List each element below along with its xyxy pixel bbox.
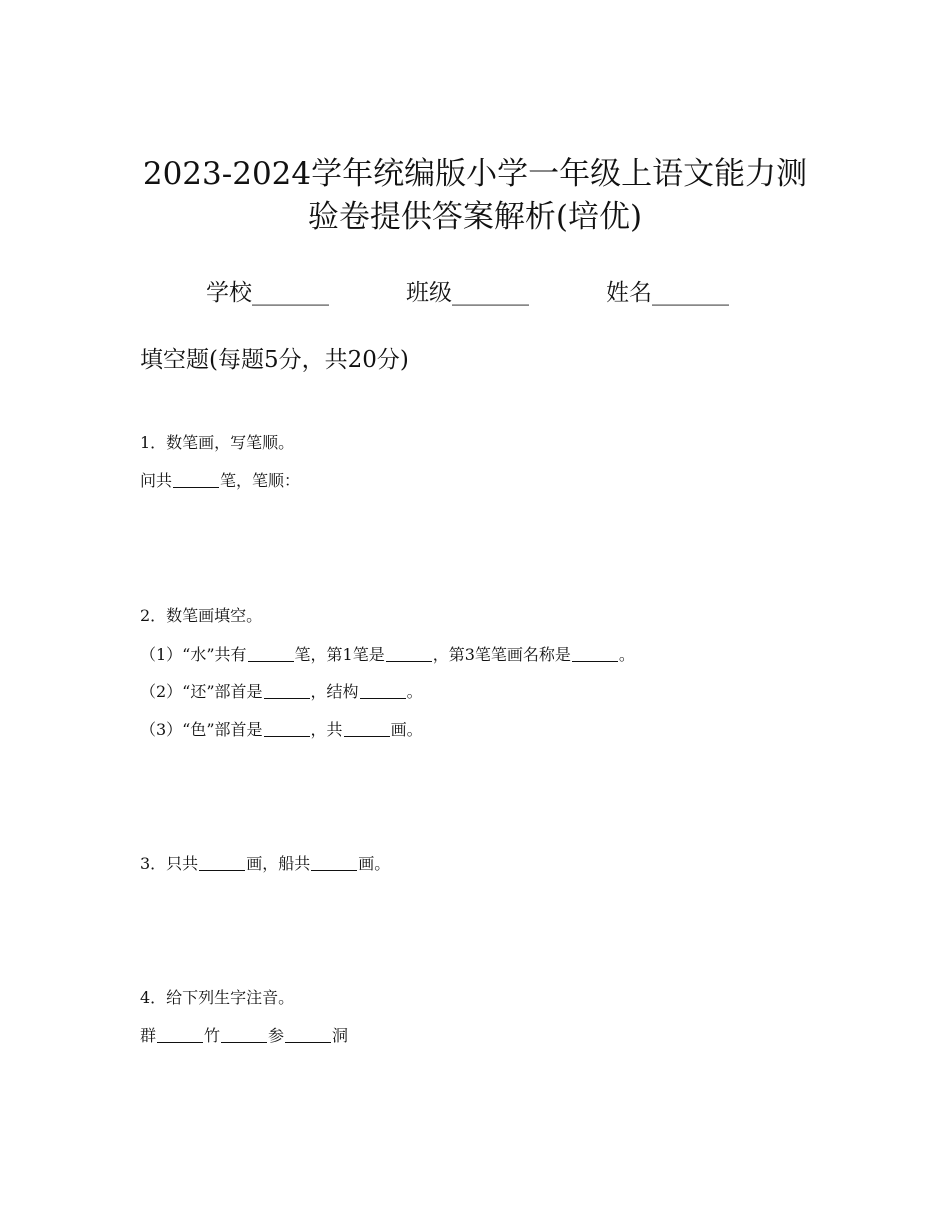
q4-char-4: 洞 xyxy=(332,1026,349,1045)
school-field xyxy=(206,278,329,309)
section-heading: 填空题(每题5分，共20分) xyxy=(140,347,409,373)
title-line-2: 验卷提供答案解析(培优) xyxy=(307,199,643,235)
q1-text-b: 笔，笔顺： xyxy=(220,471,301,490)
q2-1-text-d: 。 xyxy=(618,645,635,664)
class-blank: _______ xyxy=(452,281,529,306)
answer-blank xyxy=(248,660,294,662)
q2-2-text-b: ，结构 xyxy=(310,682,359,701)
answer-blank xyxy=(264,735,310,737)
answer-blank xyxy=(173,486,219,488)
school-blank: _______ xyxy=(252,281,329,306)
q4-stem: 4．给下列生字注音。 xyxy=(140,988,295,1007)
q3-text-a: 3．只共 xyxy=(140,854,199,873)
answer-blank xyxy=(572,660,618,662)
q2-2-text-c: 。 xyxy=(406,682,423,701)
title-line-1: 2023-2024学年统编版小学一年级上语文能力测 xyxy=(142,156,808,192)
q2-item-3 xyxy=(140,719,423,741)
q1-line xyxy=(140,470,300,492)
q2-1-text-c: ，第3笔笔画名称是 xyxy=(432,645,571,664)
q4-char-1: 群 xyxy=(140,1026,157,1045)
q2-2-text-a: （2）“还”部首是 xyxy=(140,682,263,701)
q4-char-2: 竹 xyxy=(204,1026,221,1045)
name-label: 姓名 xyxy=(606,280,652,306)
answer-blank xyxy=(386,660,432,662)
answer-blank xyxy=(285,1041,331,1043)
answer-blank xyxy=(221,1041,267,1043)
answer-blank xyxy=(311,869,357,871)
answer-blank xyxy=(344,735,390,737)
q2-3-text-b: ，共 xyxy=(310,720,343,739)
answer-blank xyxy=(157,1041,203,1043)
answer-blank xyxy=(264,697,310,699)
q2-item-2 xyxy=(140,681,423,703)
q2-3-text-a: （3）“色”部首是 xyxy=(140,720,263,739)
q2-1-text-a: （1）“水”共有 xyxy=(140,645,247,664)
q2-item-1 xyxy=(140,644,635,666)
q2-3-text-c: 画。 xyxy=(390,720,423,739)
name-blank: _______ xyxy=(652,281,729,306)
q2-1-text-b: 笔，第1笔是 xyxy=(294,645,385,664)
q3-text-b: 画，船共 xyxy=(246,854,311,873)
q3-line xyxy=(140,853,390,875)
school-label: 学校 xyxy=(206,280,252,306)
document-title xyxy=(120,153,830,239)
class-label: 班级 xyxy=(406,280,452,306)
answer-blank xyxy=(360,697,406,699)
name-field xyxy=(606,278,729,309)
q1-text-a: 问共 xyxy=(140,471,173,490)
class-field xyxy=(406,278,529,309)
answer-blank xyxy=(199,869,245,871)
q2-stem: 2．数笔画填空。 xyxy=(140,606,263,625)
q1-stem: 1．数笔画，写笔顺。 xyxy=(140,433,295,452)
q4-char-3: 参 xyxy=(268,1026,285,1045)
q3-text-c: 画。 xyxy=(358,854,391,873)
q4-line xyxy=(140,1025,348,1047)
